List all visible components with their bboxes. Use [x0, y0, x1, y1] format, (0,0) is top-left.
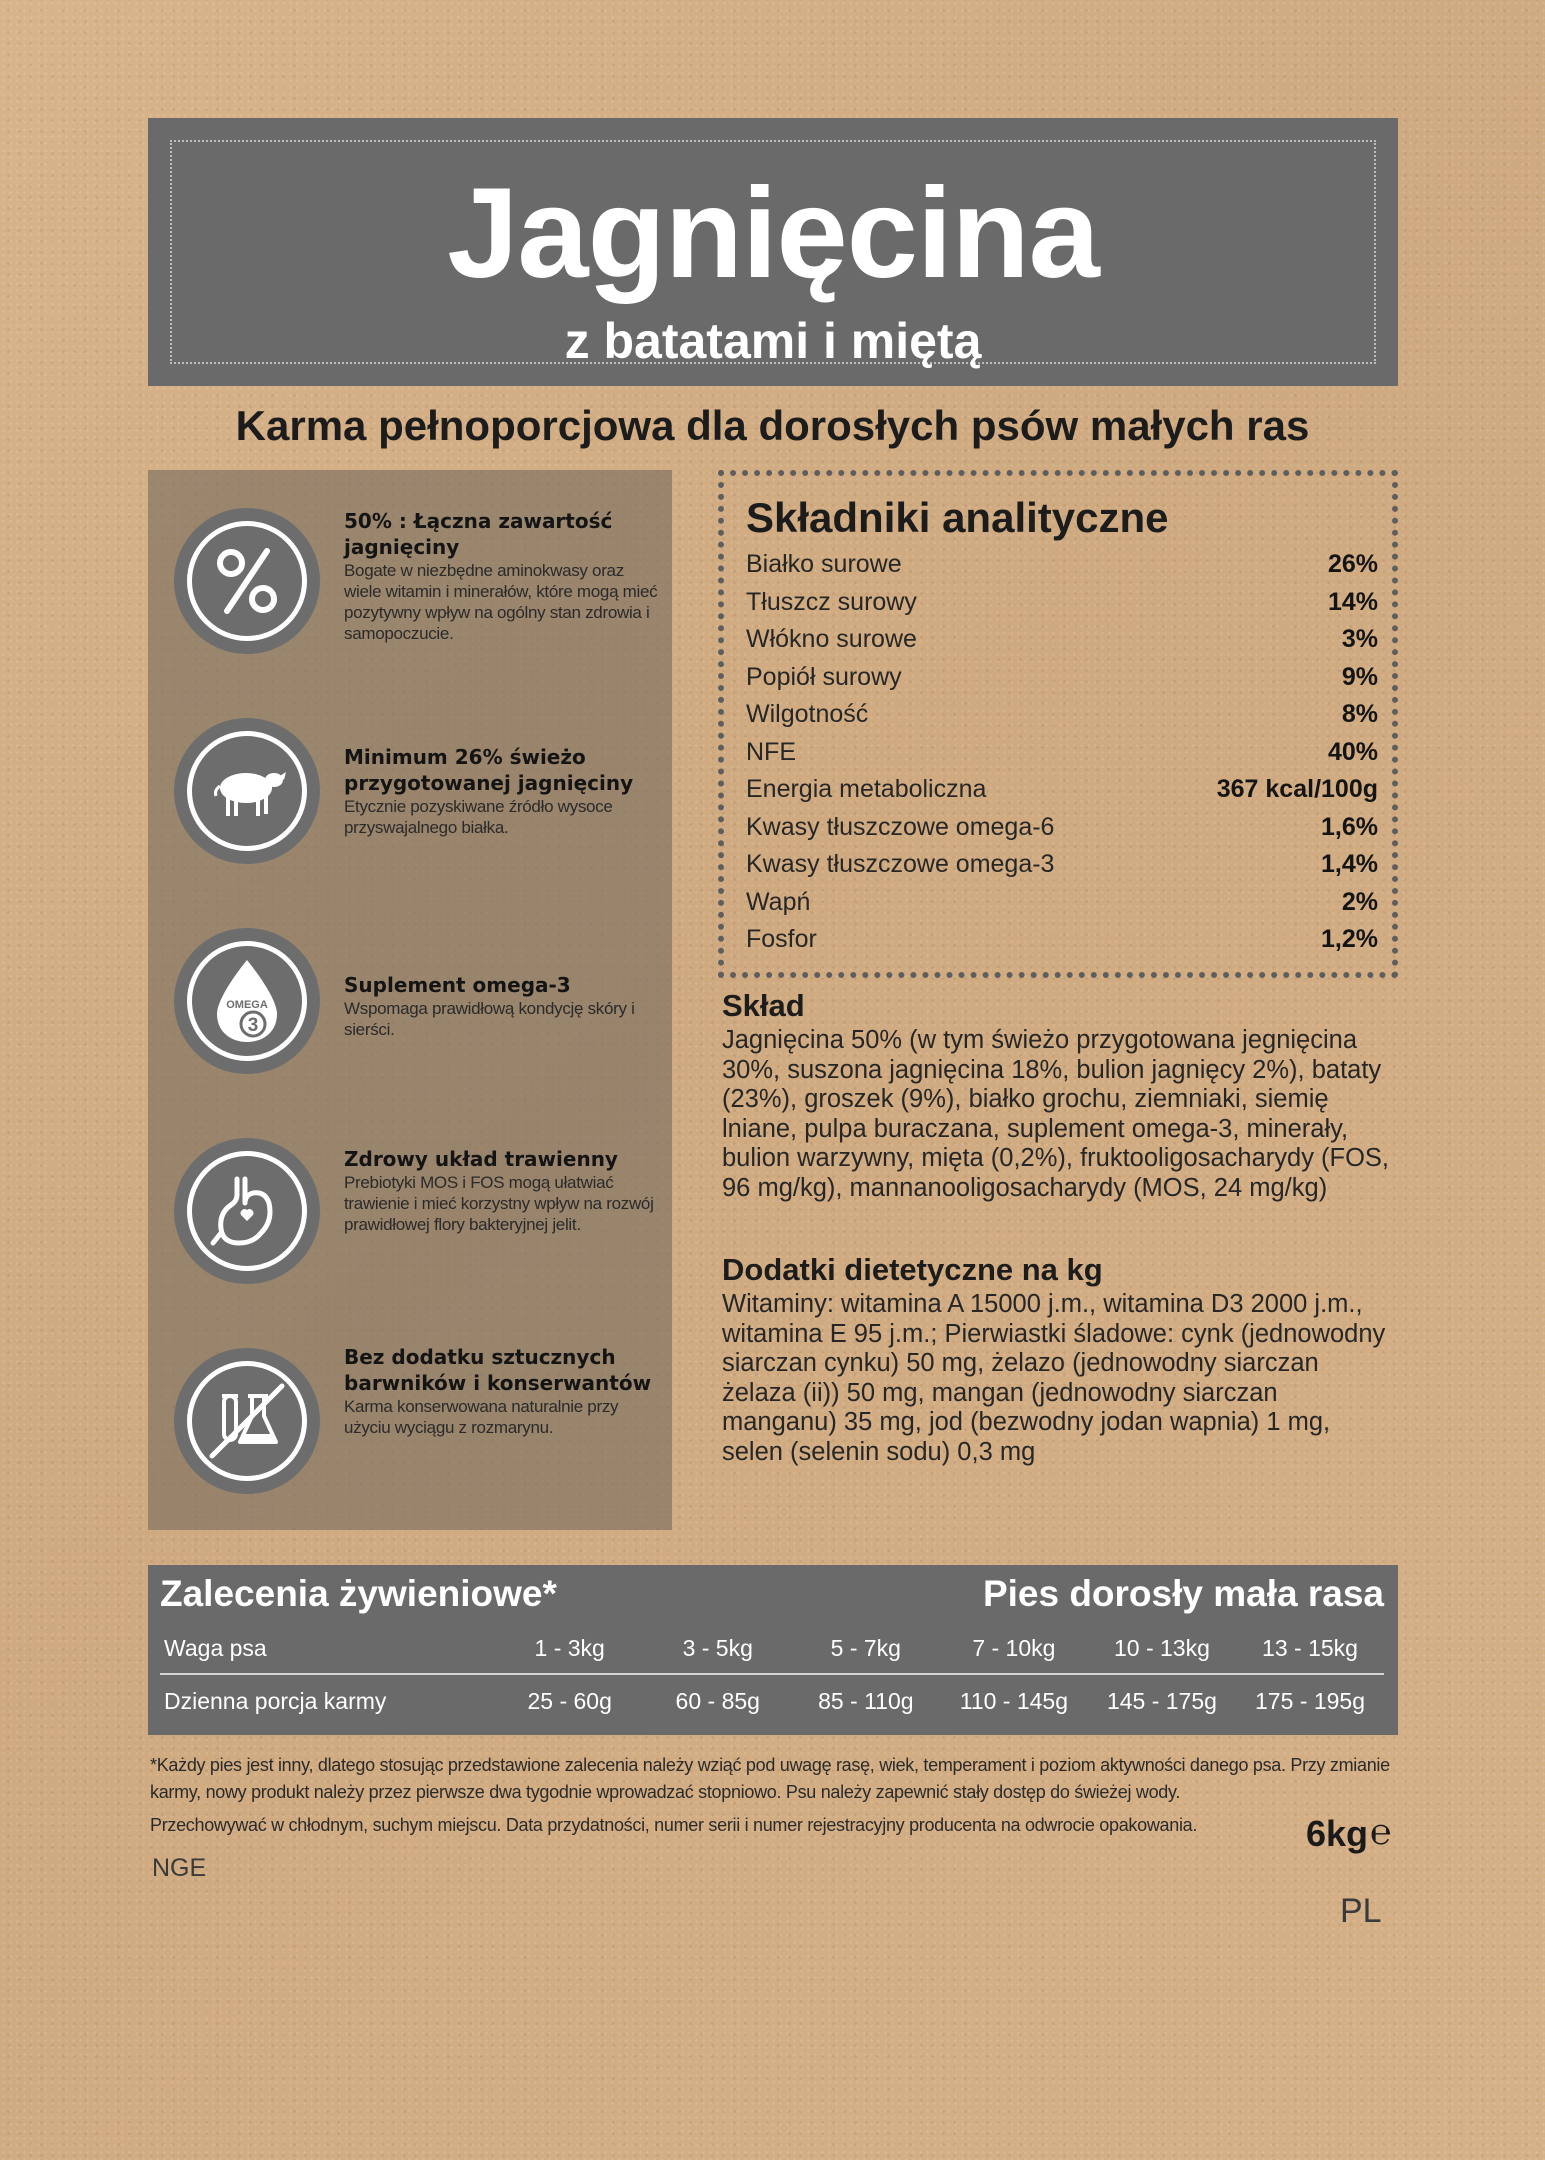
product-code: NGE	[152, 1854, 207, 1882]
analytics-value: 3%	[1341, 625, 1378, 653]
analytics-label: Wapń	[746, 887, 811, 916]
analytics-row	[746, 588, 1378, 626]
analytics-value: 367 kcal/100g	[1216, 775, 1378, 803]
estimated-sign-icon: ℮	[1370, 1811, 1392, 1852]
analytics-value: 26%	[1327, 550, 1378, 578]
benefit-title: Zdrowy układ trawienny	[344, 1147, 618, 1171]
weight-label: Waga psa	[164, 1634, 267, 1661]
portion-cell: 145 - 175g	[1106, 1687, 1217, 1714]
analytics-label: Fosfor	[746, 925, 817, 953]
composition-text: Jagnięcina 50% (w tym świeżo przygotowana jegnięcina 30%, suszona jagnięcina 18%, bulion jagnięcy 2%), bataty (23%), groszek (9%), białko grochu, ziemniaki, siemię lniane, pulpa buraczana, suplement omega-3, minerały, bulion warzywny, mięta (0,2%), fruktooligosacharydy (FOS, 96 mg/kg), mannanooligosacharydy (MOS, 24 mg/kg)	[722, 1026, 1390, 1202]
weight-cell: 5 - 7kg	[830, 1634, 901, 1661]
benefit-description: Wspomaga prawidłową kondycję skóry i sierści.	[344, 999, 635, 1039]
composition-heading: Skład	[722, 988, 805, 1023]
analytics-label: Białko surowe	[746, 550, 902, 578]
analytics-row	[746, 663, 1378, 701]
portion-cell: 175 - 195g	[1255, 1687, 1365, 1714]
analytics-table	[718, 470, 1398, 978]
analytics-row	[746, 925, 1378, 963]
benefit-icon-circle	[174, 1348, 320, 1494]
weight-cell: 3 - 5kg	[682, 1634, 753, 1661]
product-title: Jagnięcina	[447, 162, 1099, 305]
analytics-value: 9%	[1341, 662, 1378, 691]
portion-label: Dzienna porcja karmy	[164, 1687, 387, 1714]
svg-text:OMEGA: OMEGA	[226, 999, 268, 1011]
product-tagline: Karma pełnoporcjowa dla dorosłych psów małych ras	[235, 402, 1310, 449]
portion-cell: 110 - 145g	[959, 1687, 1069, 1714]
benefit-icon-circle	[174, 718, 320, 864]
product-subtitle: z batatami i miętą	[564, 313, 982, 369]
portion-cell: 85 - 110g	[818, 1687, 914, 1714]
analytics-row	[746, 775, 1378, 813]
sheep-icon	[202, 756, 292, 826]
analytics-label: Kwasy tłuszczowe omega-3	[746, 850, 1055, 878]
no-chemicals-icon	[202, 1376, 292, 1466]
weight-cell: 13 - 15kg	[1262, 1634, 1358, 1661]
benefit-icon-circle	[174, 508, 320, 654]
analytics-value: 1,4%	[1321, 850, 1378, 878]
benefits-panel	[148, 470, 672, 1530]
svg-text:3: 3	[247, 1015, 259, 1036]
weight-cell: 1 - 3kg	[534, 1634, 605, 1661]
analytics-heading: Składniki analityczne	[746, 494, 1169, 541]
analytics-row	[746, 700, 1378, 738]
benefit-description: Prebiotyki MOS i FOS mogą ułatwiać trawienie i mieć korzystny wpływ na rozwój prawidłowej flory bakteryjnej jelit.	[344, 1173, 654, 1234]
analytics-row	[746, 813, 1378, 851]
additives-section	[722, 1252, 1398, 1467]
title-banner	[148, 118, 1398, 386]
feeding-target: Pies dorosły mała rasa	[982, 1573, 1384, 1614]
feeding-footnote: *Każdy pies jest inny, dlatego stosując przedstawione zalecenia należy wziąć pod uwagę rasę, wiek, temperament i poziom aktywności danego psa. Przy zmianie karmy, nowy produkt należy przez pierwsze dwa tygodnie wprowadzać stopniowo. Psu należy zapewnić stały dostęp do świeżej wody.	[150, 1755, 1390, 1802]
benefit-title: 50% : Łączna zawartość jagnięciny	[344, 509, 613, 559]
benefit-title: Suplement omega-3	[344, 973, 571, 997]
benefit-title: Minimum 26% świeżo przygotowanej jagnięciny	[344, 745, 634, 795]
feeding-heading: Zalecenia żywieniowe*	[160, 1573, 557, 1614]
analytics-label: Tłuszcz surowy	[746, 587, 917, 616]
storage-info: Przechowywać w chłodnym, suchym miejscu. Data przydatności, numer serii i numer rejestracyjny producenta na odwrocie opakowania.	[150, 1815, 1198, 1835]
analytics-value: 1,6%	[1321, 812, 1378, 841]
benefit-title: Bez dodatku sztucznych barwników i konserwantów	[344, 1345, 652, 1395]
additives-heading: Dodatki dietetyczne na kg	[722, 1252, 1103, 1287]
composition-section	[722, 988, 1398, 1203]
language-code: PL	[1340, 1892, 1382, 1930]
analytics-label: Wilgotność	[746, 700, 869, 728]
analytics-row	[746, 738, 1378, 776]
portion-cell: 25 - 60g	[527, 1687, 612, 1714]
benefit-icon-circle	[174, 928, 320, 1074]
benefit-icon-circle	[174, 1138, 320, 1284]
stomach-icon	[207, 1171, 287, 1251]
weight-cell: 7 - 10kg	[972, 1634, 1056, 1661]
analytics-row	[746, 625, 1378, 663]
additives-text: Witaminy: witamina A 15000 j.m., witamina D3 2000 j.m., witamina E 95 j.m.; Pierwiastki śladowe: cynk (jednowodny siarczan cynku) 50 mg, żelazo (jednowodny siarczan żelaza (ii)) 50 mg, mangan (jednowodny siarczan manganu) 35 mg, jod (bezwodny jodan wapnia) 1 mg, selen (selenin sodu) 0,3 mg	[722, 1290, 1386, 1466]
omega-3-drop-icon	[207, 956, 287, 1046]
analytics-value: 2%	[1341, 887, 1378, 916]
feeding-table	[148, 1565, 1398, 1735]
analytics-label: Włókno surowe	[746, 625, 917, 653]
analytics-row	[746, 850, 1378, 888]
weight-cell: 10 - 13kg	[1113, 1634, 1210, 1661]
analytics-row	[746, 550, 1378, 588]
weight-row	[160, 1623, 1384, 1675]
analytics-rows	[746, 550, 1378, 963]
analytics-label: Energia metaboliczna	[746, 775, 987, 803]
percent-icon	[207, 541, 287, 621]
analytics-label: Popiół surowy	[746, 662, 902, 691]
analytics-value: 8%	[1341, 700, 1378, 728]
net-weight: 6kg	[1306, 1813, 1369, 1854]
analytics-value: 40%	[1327, 737, 1378, 766]
analytics-label: Kwasy tłuszczowe omega-6	[746, 812, 1055, 841]
benefit-description: Karma konserwowana naturalnie przy użyciu wyciągu z rozmarynu.	[344, 1397, 619, 1437]
title-border	[170, 140, 1376, 369]
portion-cell: 60 - 85g	[675, 1687, 760, 1714]
analytics-value: 1,2%	[1321, 925, 1378, 953]
benefit-description: Etycznie pozyskiwane źródło wysoce przyswajalnego białka.	[344, 797, 613, 837]
portion-row	[160, 1675, 1384, 1727]
analytics-label: NFE	[746, 737, 796, 766]
analytics-row	[746, 888, 1378, 926]
analytics-value: 14%	[1327, 587, 1378, 616]
benefit-description: Bogate w niezbędne aminokwasy oraz wiele witamin i minerałów, które mogą mieć pozytywny wpływ na ogólny stan zdrowia i samopoczucie.	[344, 561, 658, 643]
